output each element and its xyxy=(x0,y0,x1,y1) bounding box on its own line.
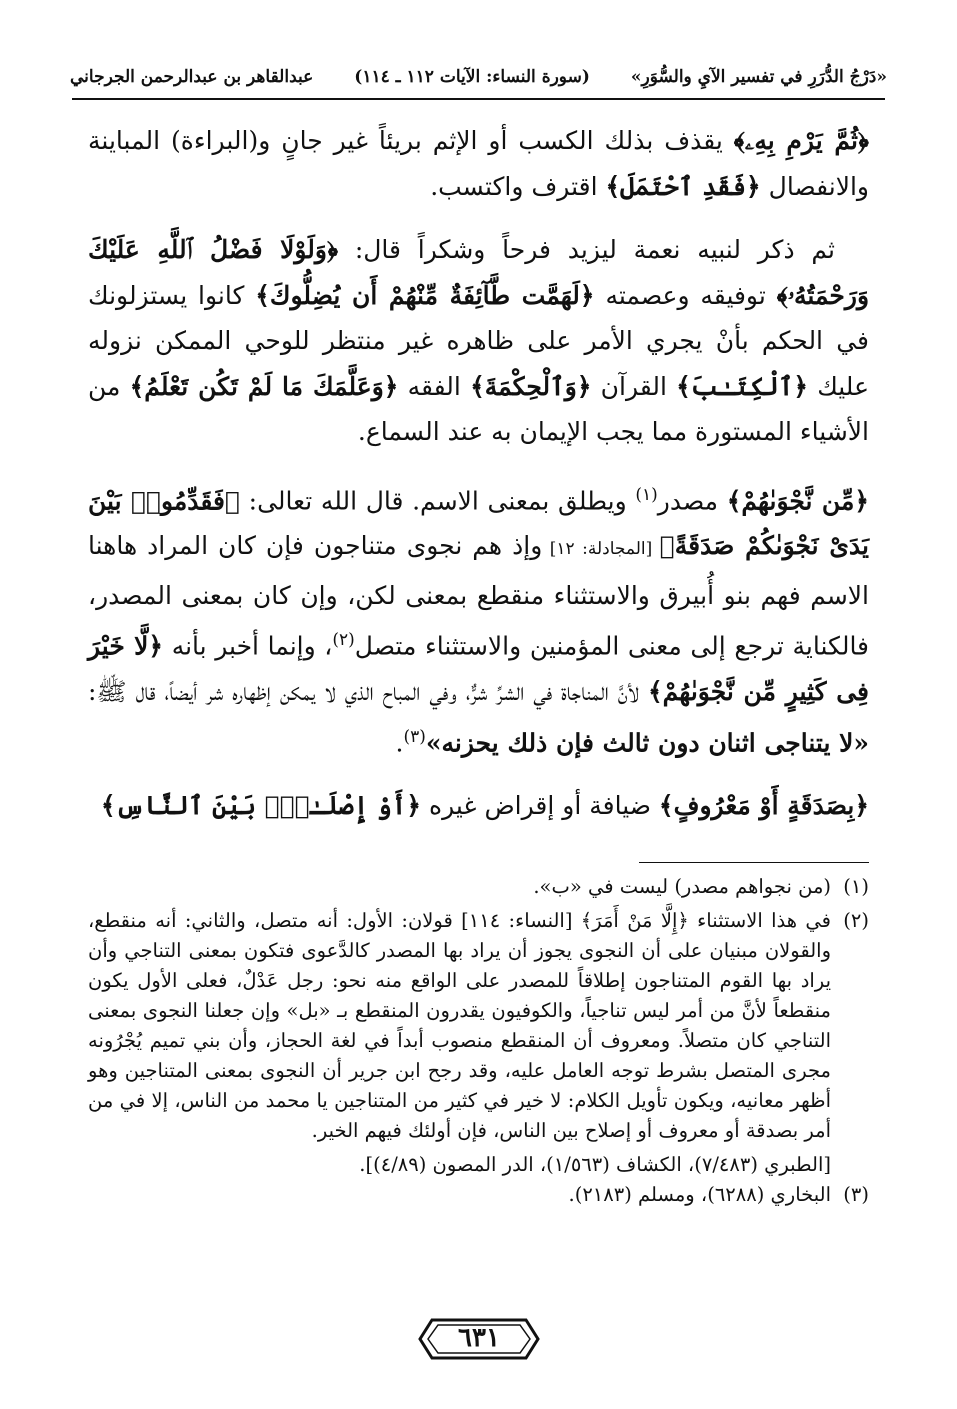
quran-quote: ﴿وَعَلَّمَكَ مَا لَمْ تَكُن تَعْلَمُ﴾ xyxy=(129,371,399,401)
text-run: وإذ هم نجوى متناجون فإن كان المراد هاهنا الاسم فهم بنو أُبيرق والاستثناء منقطع بمعنى لكن، وإن كان بمعنى المصدر، فالكناية ترجع إلى معنى المؤمنين والاستثناء متصل xyxy=(88,531,870,661)
book-title: «دَرْجُ الدُّرَرِ في تفسير الآيِ والسُّوَرِ» xyxy=(630,67,887,87)
quran-quote: ﴿وَٱلْحِكْمَةَ﴾ xyxy=(470,371,592,401)
footnote-marker-2[interactable]: (٢) xyxy=(332,630,355,651)
quran-quote: ﴿ثُمَّ يَرْمِ بِهِۦ﴾ xyxy=(733,126,870,155)
footnote-marker-1[interactable]: (١) xyxy=(635,484,658,505)
text-run: القرآن xyxy=(591,371,677,401)
footnote-marker-3[interactable]: (٣) xyxy=(403,726,426,747)
footnote-number: (٢) xyxy=(843,909,869,932)
text-run: مصدر xyxy=(657,485,727,515)
text-run: ثم ذكر لنبيه نعمة ليزيد فرحاً وشكراً قال: xyxy=(338,235,835,264)
text-run: يقذف بذلك الكسب أو الإثم بريئاً غير جانٍ و(البراءة) المباينة والانفصال xyxy=(88,126,869,201)
text-run: ضيافة أو إقراض غيره xyxy=(421,791,659,821)
text-run: ، وإنما أخبر بأنه xyxy=(163,631,333,661)
quran-quote: ﴿بِصَدَقَةٍ أَوْ مَعْرُوفٍ﴾ xyxy=(658,791,869,821)
main-text xyxy=(88,118,869,847)
footnote-text: (من نجواهم مصدر) ليست في «ب». xyxy=(533,875,831,898)
footnote-separator xyxy=(639,862,869,863)
quran-quote: ﴿مِّن نَّجْوَىٰهُمْ﴾ xyxy=(726,485,869,515)
text-run: . xyxy=(395,727,404,757)
text-run: كانوا يستزلونك في الحكم بأنْ يجري الأمر على ظاهره غير منتظر للوحي الممكن نزوله عليك xyxy=(88,280,870,401)
quran-quote: ﴿وَلَوْلَا فَضْلُ ٱللَّهِ عَلَيْكَ وَرَحْمَتُهُۥ﴾ xyxy=(88,235,870,310)
paragraph-3 xyxy=(88,473,869,766)
quran-quote: ﴿أَوْ إِصْلَـٰحٍۭ بَيْنَ ٱلنَّاسِ﴾ xyxy=(100,791,422,821)
footnote-1 xyxy=(88,872,869,902)
quran-quote: ﴿ٱلْكِتَـٰبَ﴾ xyxy=(676,371,809,401)
text-run: اقترف واكتسب. xyxy=(430,171,606,201)
quran-quote: ﴿فَقَدِّمُوا۟ بَيْنَ يَدَىْ نَجْوَىٰكُمْ صَدَقَةً﴾ xyxy=(88,485,870,561)
verse-reference: [المجادلة: ١٢] xyxy=(542,539,660,560)
page-number-ornament xyxy=(418,1316,540,1362)
footnotes xyxy=(88,872,869,1214)
footnote-2-sources: [الطبري (٧/٤٨٣)، الكشاف (١/٥٦٣)، الدر المصون (٤/٨٩)]. xyxy=(359,1153,831,1176)
running-header xyxy=(70,62,887,92)
footnote-number: (٣) xyxy=(843,1183,869,1206)
footnote-3 xyxy=(88,1180,869,1210)
quran-quote: ﴿لَّا خَيْرَ فِى كَثِيرٍ مِّن نَّجْوَىٰهُمْ﴾ xyxy=(88,631,870,707)
page-number: ٦٣١ xyxy=(458,1323,500,1353)
quran-quote: ﴿لَهَمَّت طَّآئِفَةٌ مِّنْهُمْ أَن يُضِلُّوكَ﴾ xyxy=(255,280,595,310)
header-rule xyxy=(72,98,885,100)
footnote-text: في هذا الاستثناء ﴿إِلَّا مَنْ أَمَرَ﴾ [النساء: ١١٤] قولان: الأول: أنه متصل، والثاني: أنه منقطع، والقولان مبنيان على أن النجوى يجوز أن يراد بها المصدر كالدَّعوى فتكون بمعنى التناجي وأن يراد بها القوم المتناجون إطلاقاً للمصدر على الواقع منه نحو: رجل عَدْلٌ، فعلى الأول يكون منقطعاً لأنَّ من أمر ليس تناجياً، والكوفيون يقدرون المنقطع بـ «بل» وإن جعلنا النجوى بمعنى التناجي كان متصلاً. ومعروف أن المنقطع منصوب أبداً في لغة الحجاز، وأن بني تميم يُجْرُونه مجرى المتصل بشرط توجه العامل عليه، وقد رجح ابن جرير أن النجوى بمعنى المتناجين وهو أظهر معانيه، ويكون تأويل الكلام: لا خير في كثير من المتناجين يا محمد من الناس، إلا في من أمر بصدقة أو معروف أو إصلاح بين الناس، فإن أولئك فيهم الخير. xyxy=(88,909,831,1142)
paragraph-2 xyxy=(88,227,869,455)
text-run: توفيقه وعصمته xyxy=(594,280,777,310)
author-name: عبدالقاهر بن عبدالرحمن الجرجاني xyxy=(70,67,314,87)
text-run: الفقه xyxy=(398,371,471,401)
surah-info: (سورة النساء: الآيات ١١٢ ـ ١١٤) xyxy=(354,67,590,87)
text-run: ويطلق بمعنى الاسم. قال الله تعالى: xyxy=(239,485,636,515)
footnote-text: البخاري (٦٢٨٨)، ومسلم (٢١٨٣). xyxy=(568,1183,831,1206)
paragraph-4 xyxy=(88,783,869,829)
footnote-2 xyxy=(88,906,869,1146)
text-run: من الأشياء المستورة مما يجب الإيمان به عند السماع. xyxy=(88,371,869,446)
paragraph-1 xyxy=(88,118,869,209)
hadith-quote: «لا يتناجى اثنان دون ثالث فإن ذلك يحزنه» xyxy=(425,727,869,757)
footnote-number: (١) xyxy=(843,875,869,898)
quran-quote: ﴿فَقَدِ ٱحْتَمَلَ﴾ xyxy=(605,171,761,201)
text-run: لأنَّ المناجاة في الشرِّ شرٌّ، وفي المباح الذي لا يمكن إظهاره شر أيضاً، قال ﷺ: xyxy=(88,677,649,707)
